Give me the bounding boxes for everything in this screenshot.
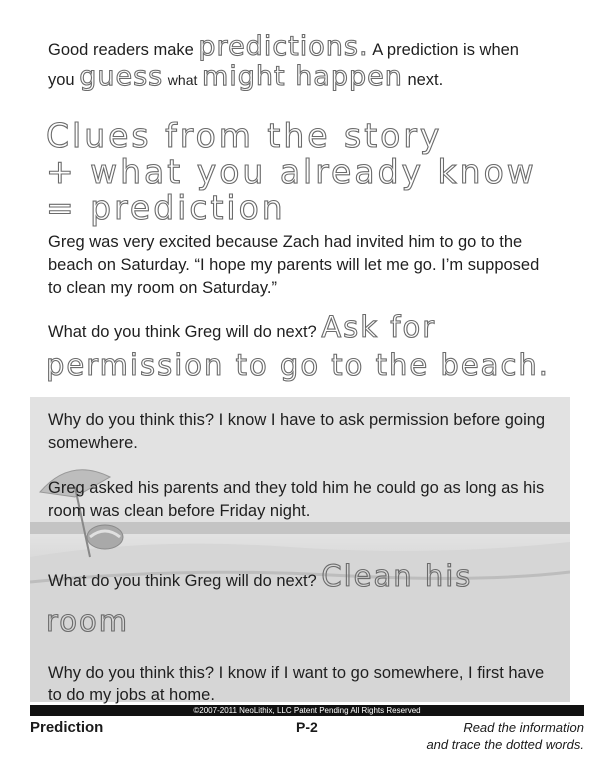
question-text: What do you think Greg will do next? xyxy=(48,572,317,590)
why1-line-1: Why do you think this? I know I have to ask permission before going xyxy=(48,411,546,429)
formula-line-1: Clues from the story xyxy=(46,116,443,155)
intro-text: A prediction is when xyxy=(372,41,519,59)
why2-line-2: to do my jobs at home. xyxy=(48,686,215,704)
why1-line-2: somewhere. xyxy=(48,434,138,452)
why2-line-1: Why do you think this? I know if I want to go somewhere, I first have xyxy=(48,664,545,682)
question-2 xyxy=(48,559,473,593)
instruction-line-1: Read the information xyxy=(463,720,584,735)
story1-line-3: to clean my room on Saturday.” xyxy=(48,279,277,297)
trace-word-predictions: predictions. xyxy=(198,31,369,62)
trace-word-might-happen: might happen xyxy=(201,61,403,92)
trace-word-guess: guess xyxy=(79,61,164,92)
trace-answer-1b: permission to go to the beach. xyxy=(46,348,550,382)
intro-text: you xyxy=(48,71,75,89)
formula-line-2: + what you already know xyxy=(46,152,537,191)
story1-line-1: Greg was very excited because Zach had invited him to go to the xyxy=(48,233,523,251)
trace-answer-1a: Ask for xyxy=(321,310,437,344)
intro-text: Good readers make xyxy=(48,41,194,59)
footer-instructions xyxy=(426,719,584,753)
intro-text: what xyxy=(167,72,198,88)
question-1 xyxy=(48,310,437,344)
page-number: P-2 xyxy=(296,719,318,735)
story2-line-2: room was clean before Friday night. xyxy=(48,502,311,520)
intro-text: next. xyxy=(407,71,444,89)
question-text: What do you think Greg will do next? xyxy=(48,323,317,341)
story2-line-1: Greg asked his parents and they told him he could go as long as his xyxy=(48,479,545,497)
trace-answer-2b: room xyxy=(46,604,130,638)
copyright-bar: ©2007-2011 NeoLithix, LLC Patent Pending All Rights Reserved xyxy=(30,705,584,716)
intro-line-1 xyxy=(48,31,519,62)
trace-answer-2a: Clean his xyxy=(321,559,473,593)
instruction-line-2: and trace the dotted words. xyxy=(426,737,584,752)
story1-line-2: beach on Saturday. “I hope my parents will let me go. I’m supposed xyxy=(48,256,540,274)
formula-line-3: = prediction xyxy=(46,188,286,227)
footer-title: Prediction xyxy=(30,719,104,736)
intro-line-2 xyxy=(48,61,444,92)
